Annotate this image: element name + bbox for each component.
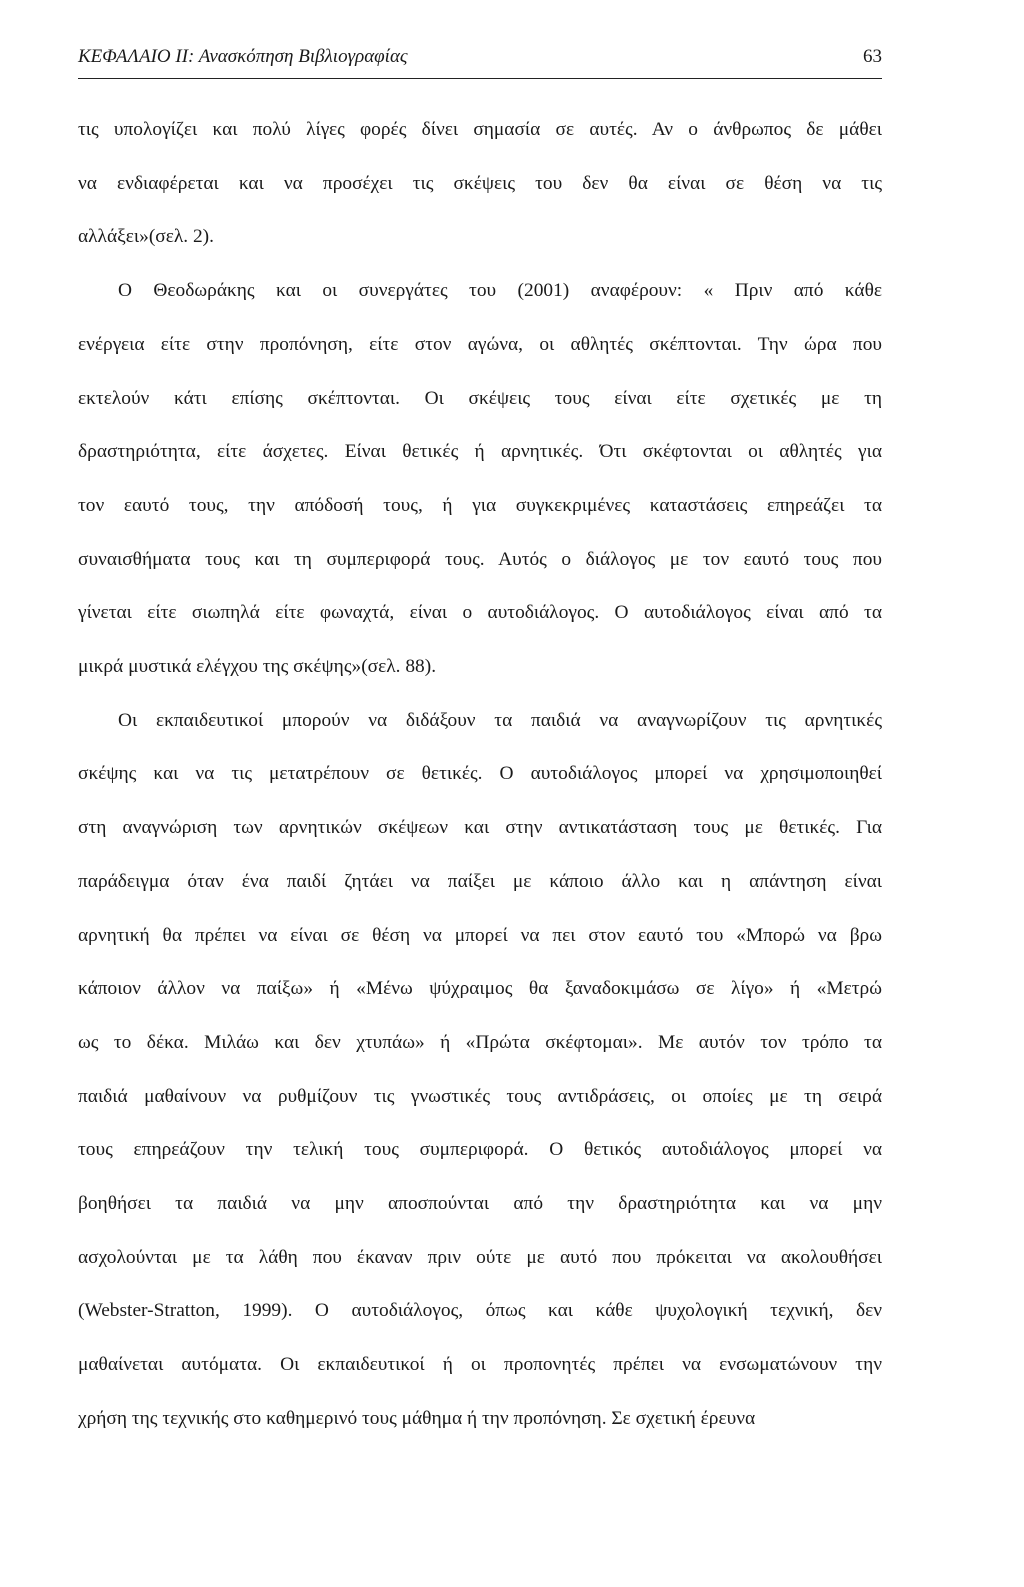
- paragraph-3: [78, 694, 882, 1446]
- document-page: [78, 46, 882, 1446]
- text-line: τους επηρεάζουν την τελική τους συμπεριφορά. Ο θετικός αυτοδιάλογος μπορεί να: [78, 1139, 882, 1161]
- text-line: χρήση της τεχνικής στο καθημερινό τους μάθημα ή την προπόνηση. Σε σχετική έρευνα: [78, 1407, 756, 1429]
- text-line: τις υπολογίζει και πολύ λίγες φορές δίνει σημασία σε αυτές. Αν ο άνθρωπος δε μάθει: [78, 119, 882, 140]
- text-line: δραστηριότητα, είτε άσχετες. Είναι θετικές ή αρνητικές. Ότι σκέφτονται οι αθλητές για: [78, 441, 882, 463]
- chapter-title: ΚΕΦΑΛΑΙΟ ΙΙ: Ανασκόπηση Βιβλιογραφίας: [78, 46, 408, 67]
- text-line: κάποιον άλλον να παίξω» ή «Μένω ψύχραιμος θα ξαναδοκιμάσω σε λίγο» ή «Μετρώ: [78, 978, 882, 1000]
- text-line: ενέργεια είτε στην προπόνηση, είτε στον αγώνα, οι αθλητές σκέπτονται. Την ώρα που: [78, 333, 882, 355]
- running-header: [78, 46, 882, 79]
- text-line: τον εαυτό τους, την απόδοσή τους, ή για συγκεκριμένες καταστάσεις επηρεάζει τα: [78, 494, 882, 516]
- text-line: μικρά μυστικά ελέγχου της σκέψης»(σελ. 88).: [78, 656, 437, 678]
- text-line: σκέψης και να τις μετατρέπουν σε θετικές. Ο αυτοδιάλογος μπορεί να χρησιμοποιηθεί: [78, 763, 882, 785]
- text-line: εκτελούν κάτι επίσης σκέπτονται. Οι σκέψεις τους είναι είτε σχετικές με τη: [78, 387, 882, 409]
- page-number: 63: [863, 46, 882, 67]
- paragraph-2: [78, 264, 882, 694]
- paragraph-1: [78, 103, 882, 264]
- text-line: μαθαίνεται αυτόματα. Οι εκπαιδευτικοί ή οι προπονητές πρέπει να ενσωματώνουν την: [78, 1354, 882, 1376]
- text-line: να ενδιαφέρεται και να προσέχει τις σκέψεις του δεν θα είναι σε θέση να τις: [78, 172, 882, 194]
- text-line: παιδιά μαθαίνουν να ρυθμίζουν τις γνωστικές τους αντιδράσεις, οι οποίες με τη σειρά: [78, 1085, 882, 1107]
- text-line: στη αναγνώριση των αρνητικών σκέψεων και στην αντικατάσταση τους με θετικές. Για: [78, 817, 882, 839]
- text-line: παράδειγμα όταν ένα παιδί ζητάει να παίξει με κάποιο άλλο και η απάντηση είναι: [78, 870, 882, 892]
- text-line: (Webster-Stratton, 1999). Ο αυτοδιάλογος, όπως και κάθε ψυχολογική τεχνική, δεν: [78, 1300, 882, 1322]
- text-line: αρνητική θα πρέπει να είναι σε θέση να μπορεί να πει στον εαυτό του «Μπορώ να βρω: [78, 924, 882, 946]
- text-line: Ο Θεοδωράκης και οι συνεργάτες του (2001) αναφέρουν: « Πριν από κάθε: [118, 280, 882, 302]
- body-text: [78, 103, 882, 1446]
- text-line: Οι εκπαιδευτικοί μπορούν να διδάξουν τα παιδιά να αναγνωρίζουν τις αρνητικές: [118, 709, 882, 731]
- text-line: γίνεται είτε σιωπηλά είτε φωναχτά, είναι ο αυτοδιάλογος. Ο αυτοδιάλογος είναι από τα: [78, 602, 882, 624]
- text-line: συναισθήματα τους και τη συμπεριφορά τους. Αυτός ο διάλογος με τον εαυτό τους που: [78, 548, 882, 570]
- text-line: ασχολούνται με τα λάθη που έκαναν πριν ούτε με αυτό που πρόκειται να ακολουθήσει: [78, 1246, 882, 1268]
- text-line: αλλάξει»(σελ. 2).: [78, 226, 214, 248]
- text-line: ως το δέκα. Μιλάω και δεν χτυπάω» ή «Πρώτα σκέφτομαι». Με αυτόν τον τρόπο τα: [78, 1031, 882, 1053]
- text-line: βοηθήσει τα παιδιά να μην αποσπούνται από την δραστηριότητα και να μην: [78, 1193, 882, 1215]
